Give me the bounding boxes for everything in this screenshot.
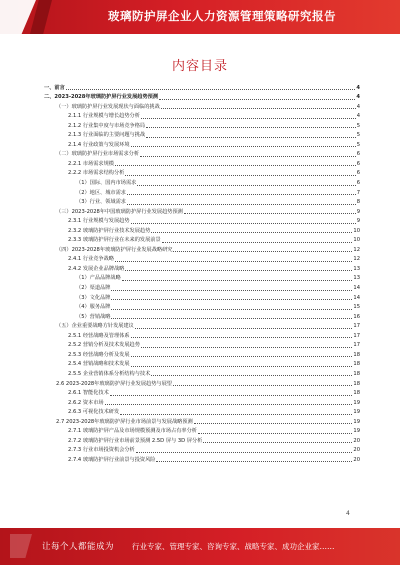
toc-entry[interactable] <box>44 206 360 216</box>
toc-entry-page: 19 <box>353 428 360 435</box>
toc-entry-label: 2.6.2 资本市场 <box>68 399 104 406</box>
toc-entry-page: 20 <box>353 447 360 454</box>
toc-entry-page: 10 <box>353 237 360 244</box>
toc-entry-page: 6 <box>356 180 360 187</box>
toc-entry-label: 2.5.4 营销战略和技术发展 <box>68 361 130 368</box>
toc-entry-page: 4 <box>356 113 360 120</box>
report-title: 玻璃防护屏企业人力资源管理策略研究报告 <box>108 9 336 23</box>
toc-leader-dots <box>173 385 352 386</box>
toc-entry[interactable] <box>44 397 360 407</box>
toc-entry-label: （四）2023-2028年玻璃防护屏行业发展战略研究 <box>56 246 173 253</box>
toc-entry-page: 17 <box>353 323 360 330</box>
toc-entry-label: （1）国际、国内市场需求 <box>76 180 137 187</box>
toc-leader-dots <box>131 146 356 147</box>
toc-entry-label: 2.3.3 玻璃防护屏行业在未来的发展前景 <box>68 237 161 244</box>
toc-entry[interactable] <box>44 378 360 388</box>
toc-leader-dots <box>111 299 352 300</box>
toc-entry-page: 6 <box>356 160 360 167</box>
toc-entry[interactable] <box>44 263 360 273</box>
toc-entry[interactable] <box>44 216 360 226</box>
toc-entry-label: 2.3.1 行业规模与发展趋势 <box>68 218 130 225</box>
toc-entry-page: 17 <box>353 342 360 349</box>
toc-leader-dots <box>131 366 353 367</box>
toc-entry-label: （一）玻璃防护屏行业发展现状与面临的挑战 <box>56 103 160 110</box>
toc-entry-page: 6 <box>356 151 360 158</box>
toc-entry-label: 2.2.1 市场需求规模 <box>68 160 114 167</box>
toc-entry-label: 2.7.4 玻璃防护屏行业前景与投资风险 <box>68 456 156 463</box>
toc-entry-page: 20 <box>353 456 360 463</box>
toc-entry-page: 18 <box>353 380 360 387</box>
toc-entry-page: 14 <box>353 285 360 292</box>
toc-entry-label: 2.4.1 行业竞争战略 <box>68 256 114 263</box>
toc-entry-label: 2.2.2 市场需求结构分析 <box>68 170 125 177</box>
toc-entry[interactable] <box>44 92 360 102</box>
toc-entry[interactable] <box>44 225 360 235</box>
toc-leader-dots <box>135 328 353 329</box>
toc-entry-page: 19 <box>353 418 360 425</box>
toc-entry-label: 2.7 2023-2028年玻璃防护屏行业市场前景与发展战略预测 <box>56 418 193 425</box>
toc-leader-dots <box>131 223 356 224</box>
toc-entry-page: 12 <box>353 246 360 253</box>
toc-leader-dots <box>194 423 353 424</box>
toc-entry[interactable] <box>44 130 360 140</box>
toc-entry-label: 2.7.3 行业市场投资机会分析 <box>68 447 135 454</box>
toc-leader-dots <box>140 156 356 157</box>
toc-leader-dots <box>111 290 352 291</box>
toc-leader-dots <box>125 175 355 176</box>
toc-entry[interactable] <box>44 388 360 398</box>
toc-leader-dots <box>156 461 352 462</box>
toc-entry[interactable] <box>44 158 360 168</box>
toc-leader-dots <box>125 270 352 271</box>
toc-leader-dots <box>141 347 352 348</box>
toc-leader-dots <box>131 337 353 338</box>
toc-entry-label: 2.5.2 营销分析及技术发展趋势 <box>68 342 140 349</box>
report-header <box>0 0 400 34</box>
toc-entry[interactable] <box>44 111 360 121</box>
toc-leader-dots <box>105 404 353 405</box>
toc-leader-dots <box>111 318 352 319</box>
toc-entry-label: （3）行业、领域需求 <box>76 199 126 206</box>
toc-entry[interactable] <box>44 273 360 283</box>
toc-entry[interactable] <box>44 197 360 207</box>
table-of-contents <box>44 82 360 464</box>
toc-leader-dots <box>111 309 352 310</box>
toc-entry-label: （二）玻璃防护屏行业市场需求分析 <box>56 151 140 158</box>
toc-entry-label: 2.6.1 智能化技术 <box>68 390 109 397</box>
toc-leader-dots <box>127 194 356 195</box>
toc-entry-page: 12 <box>353 256 360 263</box>
toc-leader-dots <box>151 232 352 233</box>
toc-entry-label: 2.1.1 行业规模与增长趋势分析 <box>68 113 140 120</box>
toc-entry-page: 4 <box>356 94 360 101</box>
toc-entry-label: 二、2023-2028年玻璃防护屏行业发展趋势预测 <box>44 94 159 101</box>
toc-entry[interactable] <box>44 416 360 426</box>
toc-entry-page: 7 <box>356 189 360 196</box>
toc-entry-label: 2.3.2 玻璃防护屏行业技术发展趋势 <box>68 227 151 234</box>
toc-entry[interactable] <box>44 321 360 331</box>
toc-entry[interactable] <box>44 282 360 292</box>
toc-entry-page: 17 <box>353 332 360 339</box>
toc-entry-page: 8 <box>356 199 360 206</box>
toc-entry[interactable] <box>44 149 360 159</box>
toc-entry[interactable] <box>44 177 360 187</box>
toc-entry-label: （五）企业重要战略方针发展建议 <box>56 323 134 330</box>
toc-leader-dots <box>120 414 352 415</box>
toc-leader-dots <box>115 261 352 262</box>
toc-entry[interactable] <box>44 435 360 445</box>
toc-leader-dots <box>141 118 356 119</box>
toc-leader-dots <box>146 137 356 138</box>
toc-leader-dots <box>122 280 353 281</box>
toc-entry-page: 20 <box>353 437 360 444</box>
toc-leader-dots <box>115 165 356 166</box>
toc-entry-label: （3）文化品牌 <box>76 294 111 301</box>
toc-entry-page: 10 <box>353 227 360 234</box>
toc-leader-dots <box>161 108 356 109</box>
toc-entry[interactable] <box>44 187 360 197</box>
toc-entry-page: 19 <box>353 399 360 406</box>
toc-entry-page: 18 <box>353 361 360 368</box>
toc-leader-dots <box>173 251 352 252</box>
toc-entry-page: 13 <box>353 265 360 272</box>
toc-entry-label: 2.5.5 企业营销体系分析结构与技术 <box>68 370 151 377</box>
toc-entry[interactable] <box>44 407 360 417</box>
page-number: 4 <box>346 510 350 517</box>
toc-entry-label: 2.5.1 经营战略及管理体系 <box>68 332 130 339</box>
toc-entry-page: 4 <box>356 84 360 91</box>
footer-slogan: 让每个人都能成为 <box>42 542 115 552</box>
toc-entry-page: 15 <box>353 304 360 311</box>
toc-leader-dots <box>151 375 352 376</box>
toc-entry[interactable] <box>44 82 360 92</box>
toc-entry-page: 4 <box>356 103 360 110</box>
toc-entry-label: 2.7.2 玻璃防护屏行业市场前景预测 2.5D 屏与 3D 屏分析 <box>68 437 203 444</box>
toc-entry-label: 2.1.3 行业面临的主要问题与挑战 <box>68 132 146 139</box>
toc-entry-page: 18 <box>353 351 360 358</box>
footer-accent-shape <box>10 534 32 558</box>
toc-leader-dots <box>198 433 352 434</box>
toc-entry-label: 2.7.1 玻璃防护屏产品及市场规模预测及市场占有率分析 <box>68 428 197 435</box>
toc-entry[interactable] <box>44 311 360 321</box>
toc-entry[interactable] <box>44 254 360 264</box>
toc-entry[interactable] <box>44 359 360 369</box>
toc-leader-dots <box>66 89 356 90</box>
toc-entry-label: （2）渠道品牌 <box>76 285 111 292</box>
toc-entry-label: 2.4.2 发展企业品牌战略 <box>68 265 125 272</box>
toc-leader-dots <box>137 185 355 186</box>
toc-entry-label: 2.1.2 行业集中度与市场竞争格局 <box>68 122 146 129</box>
toc-entry-page: 14 <box>353 294 360 301</box>
toc-entry[interactable] <box>44 426 360 436</box>
toc-entry[interactable] <box>44 235 360 245</box>
toc-leader-dots <box>127 204 356 205</box>
toc-entry-label: 2.6 2023-2028年玻璃防护屏行业发展趋势与展望 <box>56 380 172 387</box>
toc-entry-label: 2.6.3 可视化技术研发 <box>68 409 120 416</box>
footer-tagline: 行业专家、管理专家、咨询专家、战略专家、成功企业家…… <box>132 542 335 551</box>
toc-entry-label: 2.1.4 行业政策与发展环境 <box>68 141 130 148</box>
toc-entry[interactable] <box>44 168 360 178</box>
toc-entry-label: （5）营销战略 <box>76 313 111 320</box>
toc-leader-dots <box>110 395 353 396</box>
toc-leader-dots <box>159 99 355 100</box>
toc-entry[interactable] <box>44 349 360 359</box>
toc-entry[interactable] <box>44 302 360 312</box>
toc-leader-dots <box>203 442 352 443</box>
toc-entry-label: （2）地区、城市需求 <box>76 189 126 196</box>
toc-entry[interactable] <box>44 101 360 111</box>
toc-entry[interactable] <box>44 368 360 378</box>
toc-entry-label: （1）产品品牌战略 <box>76 275 121 282</box>
toc-entry[interactable] <box>44 244 360 254</box>
toc-leader-dots <box>162 242 353 243</box>
toc-entry[interactable] <box>44 120 360 130</box>
toc-leader-dots <box>184 213 356 214</box>
toc-entry-page: 16 <box>353 313 360 320</box>
toc-entry-label: 2.5.3 经营战略分析及发展 <box>68 351 130 358</box>
toc-entry-page: 13 <box>353 275 360 282</box>
toc-entry-label: 一、前言 <box>44 84 65 91</box>
report-footer <box>0 528 400 565</box>
toc-leader-dots <box>136 452 353 453</box>
toc-entry-page: 18 <box>353 370 360 377</box>
toc-entry-page: 5 <box>356 141 360 148</box>
toc-title: 内容目录 <box>171 59 228 74</box>
toc-entry-page: 5 <box>356 122 360 129</box>
toc-entry[interactable] <box>44 292 360 302</box>
toc-entry[interactable] <box>44 330 360 340</box>
toc-entry[interactable] <box>44 340 360 350</box>
toc-entry-page: 9 <box>356 218 360 225</box>
toc-entry[interactable] <box>44 454 360 464</box>
toc-entry[interactable] <box>44 445 360 455</box>
toc-entry-label: （4）服务品牌 <box>76 304 111 311</box>
toc-entry[interactable] <box>44 139 360 149</box>
toc-entry-page: 9 <box>356 208 360 215</box>
toc-leader-dots <box>146 127 356 128</box>
toc-entry-page: 5 <box>356 132 360 139</box>
toc-entry-page: 19 <box>353 409 360 416</box>
toc-leader-dots <box>131 356 353 357</box>
toc-entry-label: （三）2023-2028年中国玻璃防护屏行业发展趋势预测 <box>56 208 183 215</box>
toc-entry-page: 6 <box>356 170 360 177</box>
toc-entry-page: 18 <box>353 390 360 397</box>
